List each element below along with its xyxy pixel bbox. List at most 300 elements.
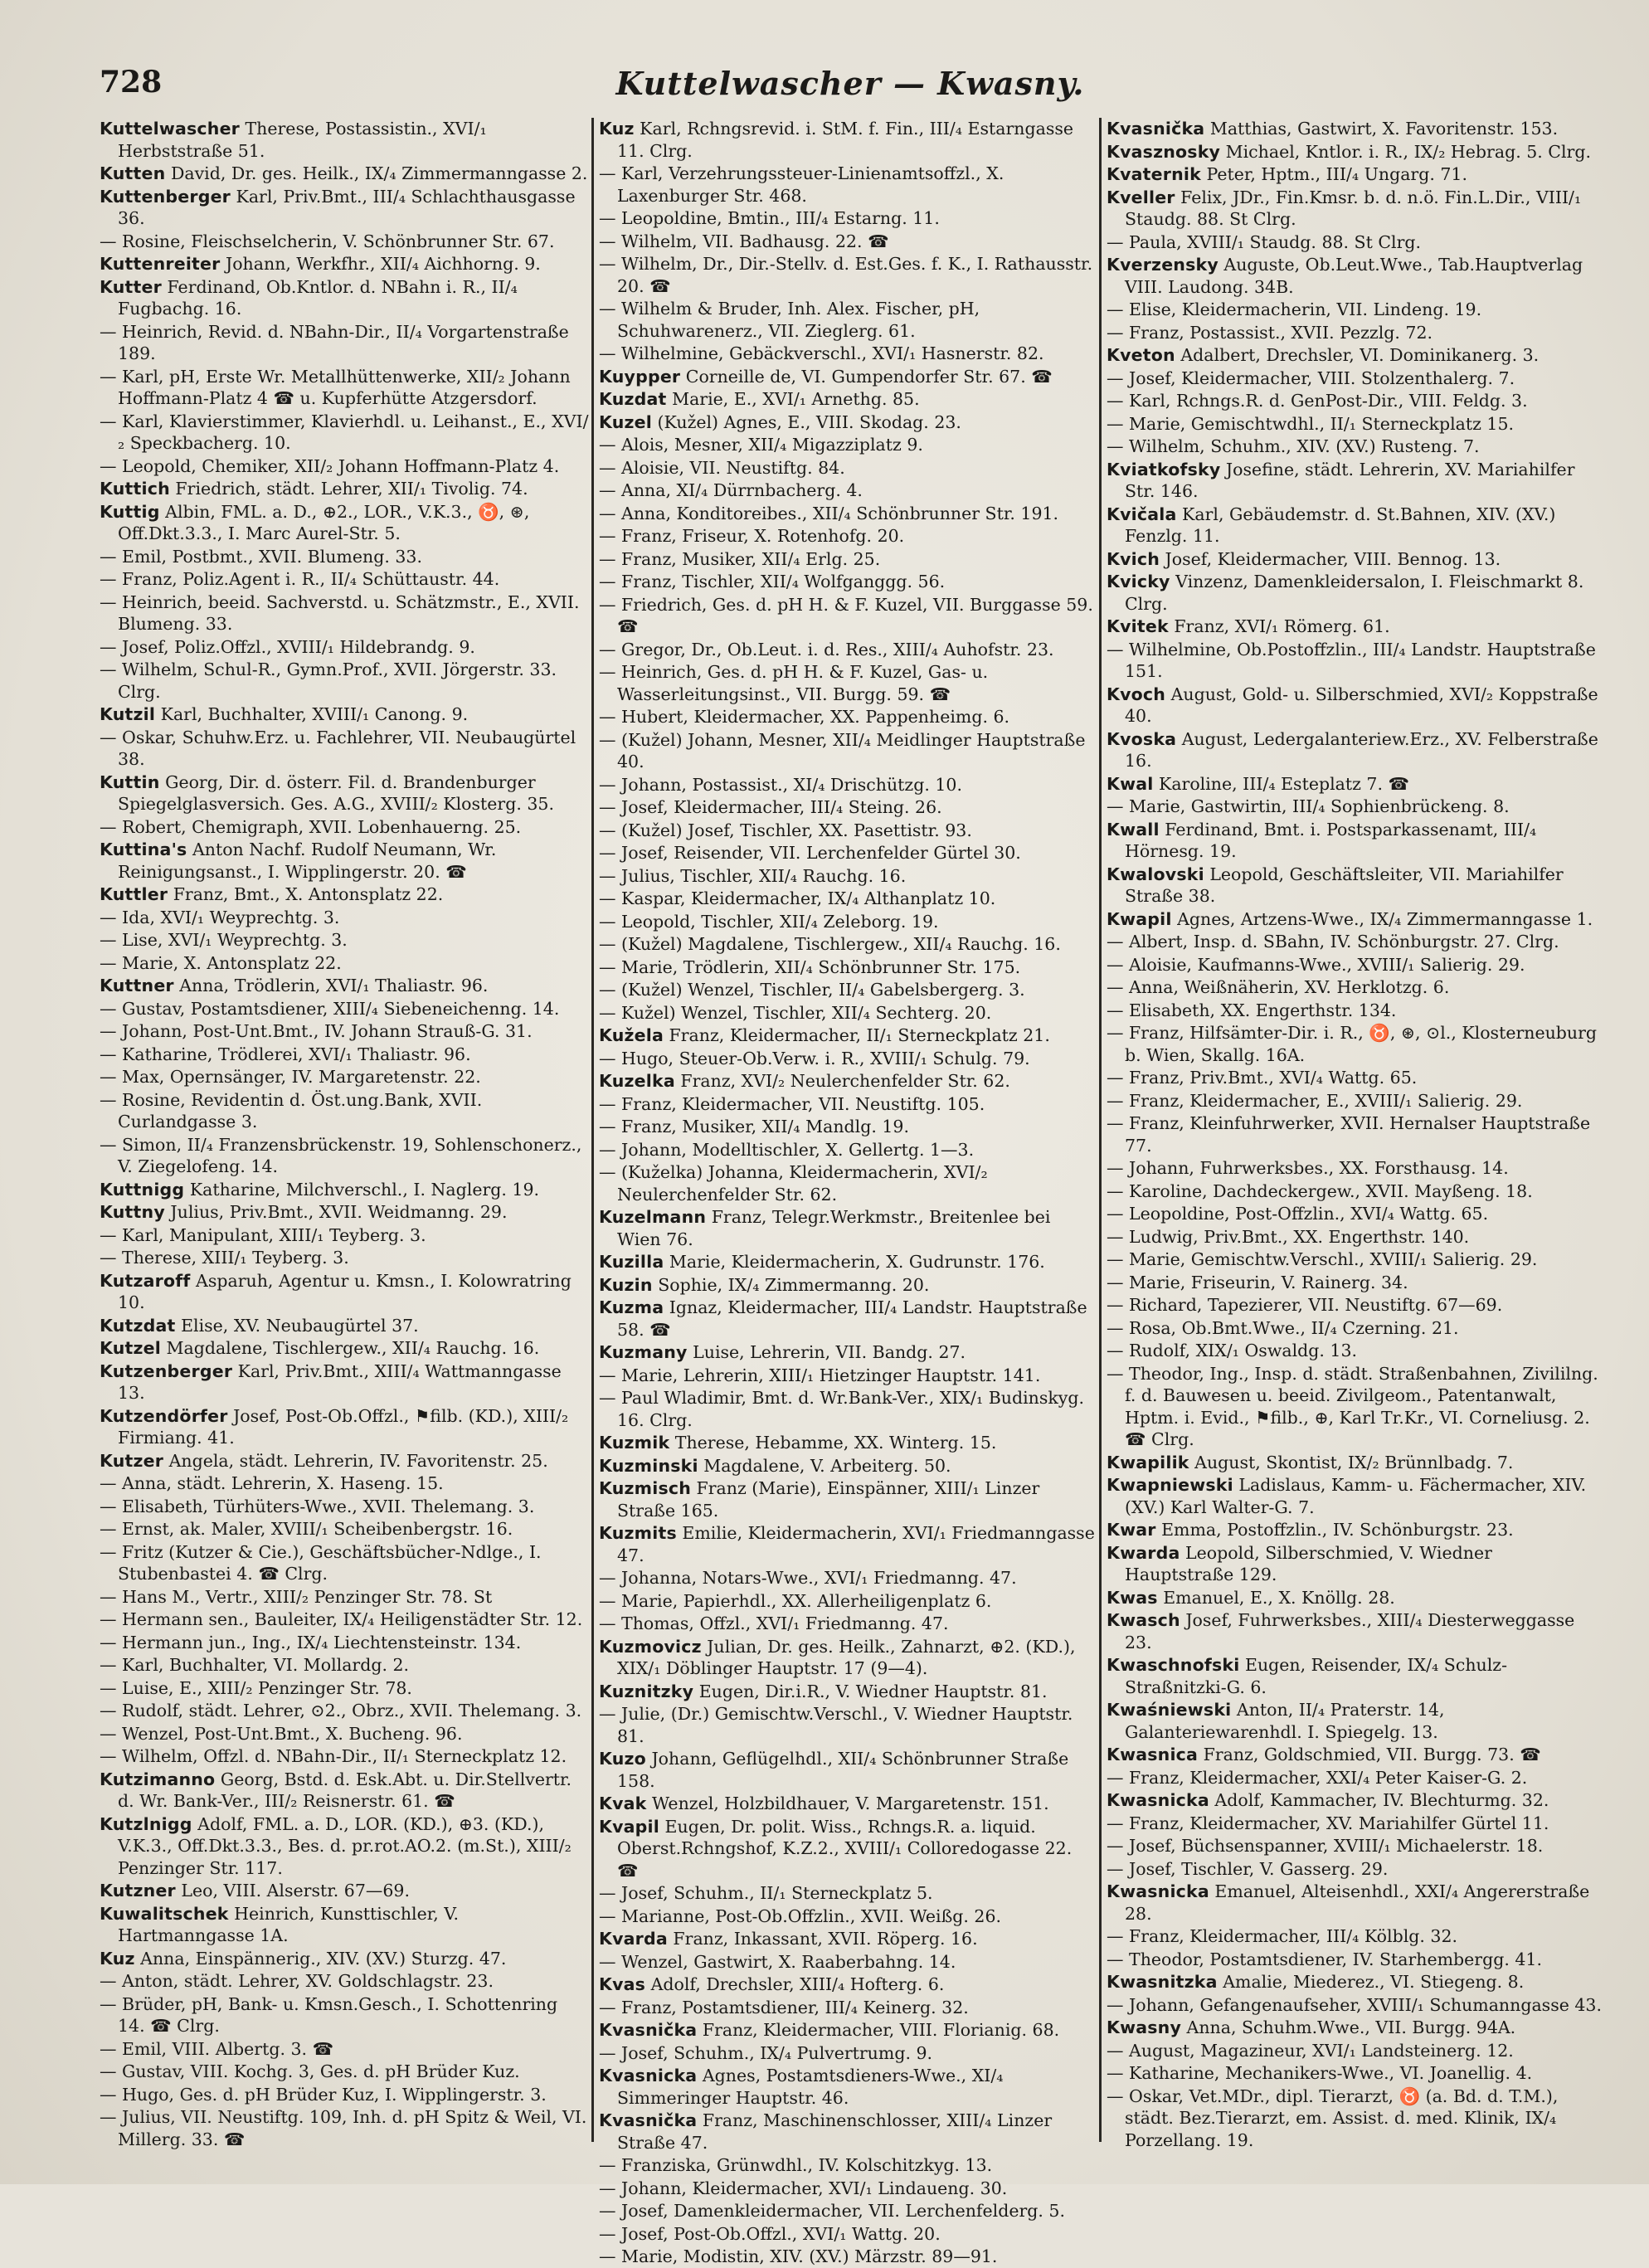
directory-entry [599,865,1095,888]
entry-details: Ferdinand, Ob.Kntlor. d. NBahn i. R., II/₄ Fugbachg. 16. [118,276,518,319]
directory-entry [599,1387,1095,1431]
entry-surname: Kuzmisch [599,1478,691,1498]
directory-entry [1107,187,1604,231]
entry-details: Asparuh, Agentur u. Kmsn., I. Kolowratring 10. [118,1270,572,1312]
directory-entry [1107,1294,1604,1317]
entry-surname: Kutter [100,276,162,297]
directory-entry [1107,1317,1604,1340]
entry-details: — Franz, Kleinfuhrwerker, XVII. Hernalser Hauptstraße 77. [1107,1113,1591,1156]
entry-details: — Karl, Klavierstimmer, Klavierhdl. u. Leihanst., E., XVI/₂ Speckbacherg. 10. [100,411,589,453]
entry-details: — Johanna, Notars-Wwe., XVI/₁ Friedmanng. 47. [599,1568,1017,1588]
directory-entry [100,1044,589,1066]
entry-surname: Kuttin [100,771,160,792]
entry-details: Franz, Maschinenschlosser, XIII/₄ Linzer Straße 47. [617,2110,1053,2153]
directory-entry [599,1116,1095,1138]
directory-entry [1107,141,1604,163]
directory-entry [1107,1654,1604,1698]
directory-entry [599,2246,1095,2268]
entry-details: Friedrich, städt. Lehrer, XII/₁ Tivolig. 74. [169,479,528,499]
entry-surname: Kuttina's [100,840,187,859]
entry-details: — Katharine, Mechanikers-Wwe., VI. Joanellig. 4. [1107,2063,1533,2083]
directory-entry [1107,1363,1604,1451]
entry-details: Karl, Rchngsrevid. i. StM. f. Fin., III/₄ Estarngasse 11. Clrg. [617,119,1074,161]
directory-entry [1107,1340,1604,1362]
entry-details: — Therese, XIII/₁ Teyberg. 3. [100,1248,349,1268]
directory-entry [100,839,589,883]
entry-details: — Karl, Buchhalter, VI. Mollardg. 2. [100,1655,410,1675]
entry-surname: Kwasnitzka [1107,1972,1218,1992]
directory-entry [599,1951,1095,1974]
entry-details: — Josef, Büchsenspanner, XVIII/₁ Michaelerstr. 18. [1107,1836,1544,1856]
entry-details: Vinzenz, Damenkleidersalon, I. Fleischmarkt 8. Clrg. [1125,572,1584,614]
entry-details: Agnes, Artzens-Wwe., IX/₄ Zimmermanngasse 1. [1171,908,1593,929]
entry-details: — Marianne, Post-Ob.Offzlin., XVII. Weißg. 26. [599,1905,1002,1926]
directory-entry [599,163,1095,207]
directory-entry [1107,954,1604,976]
entry-details: — Josef, Damenkleidermacher, VII. Lerchenfelderg. 5. [599,2201,1065,2221]
entry-details: Anton Nachf. Rudolf Neumann, Wr. Reinigungsanst., I. Wipplingerstr. 20. ☎ [118,840,497,882]
entry-details: — Hugo, Steuer-Ob.Verw. i. R., XVIII/₁ Schulg. 79. [599,1048,1030,1068]
entry-surname: Kwasnica [1107,1745,1199,1764]
entry-details: Felix, JDr., Fin.Kmsr. b. d. n.ö. Fin.L.Dir., VIII/₁ Staudg. 88. St Clrg. [1125,187,1582,229]
entry-details: — Richard, Tapezierer, VII. Neustiftg. 67—69. [1107,1295,1503,1315]
directory-entry [599,1905,1095,1928]
entry-details: — Wilhelm, Schul-R., Gymn.Prof., XVII. Jörgerstr. 33. Clrg. [100,659,557,702]
directory-entry [100,591,589,635]
entry-details: — Paula, XVIII/₁ Staudg. 88. St Clrg. [1107,231,1422,252]
entry-details: Albin, FML. a. D., ⊕2., LOR., V.K.3., ♉, ⊛, Off.Dkt.3.3., I. Marc Aurel-Str. 5. [118,501,530,543]
directory-entry [599,1816,1095,1882]
entry-surname: Kutzner [100,1881,176,1901]
directory-entry [100,1880,589,1902]
entry-details: David, Dr. ges. Heilk., IX/₄ Zimmermanngasse 2. [165,163,588,183]
entry-details: — Emil, Postbmt., XVII. Blumeng. 33. [100,546,422,567]
directory-entry [100,411,589,455]
directory-entry [599,1161,1095,1205]
directory-entry [1107,1587,1604,1609]
entry-details: — Julie, (Dr.) Gemischtw.Verschl., V. Wiedner Hauptstr. 81. [599,1704,1073,1746]
directory-entry [599,661,1095,705]
entry-details: Anna, Trödlerin, XVI/₁ Thaliastr. 96. [173,976,489,995]
entry-details: — Rosine, Revidentin d. Öst.ung.Bank, XVII. Curlandgasse 3. [100,1089,483,1132]
directory-entry [100,1224,589,1247]
directory-entry [100,1496,589,1518]
entry-details: — Franz, Kleidermacher, E., XVIII/₁ Salierig. 29. [1107,1090,1523,1111]
directory-entry [599,1048,1095,1070]
entry-surname: Kuzin [599,1274,653,1295]
directory-entry [100,1609,589,1631]
entry-details: Therese, Postassistin., XVI/₁ Herbststraße 51. [118,119,487,161]
entry-details: — Oskar, Vet.MDr., dipl. Tierarzt, ♉ (a. Bd. d. T.M.), städt. Bez.Tierarzt, em. Assist. d. med. Klinik, IX/₄ Porzellang. 19. [1107,2085,1559,2150]
directory-entry [1107,1542,1604,1586]
directory-entry [1107,231,1604,254]
entry-details: — Albert, Insp. d. SBahn, IV. Schönburgstr. 27. Clrg. [1107,932,1559,951]
entry-surname: Kvapil [599,1816,660,1837]
entry-details: Josef, Post-Ob.Offzl., ⚑filb. (KD.), XIII/₂ Firmiang. 41. [118,1405,569,1448]
directory-entry [599,979,1095,1001]
directory-entry [599,639,1095,661]
directory-entry [599,1522,1095,1566]
entry-details: — Karoline, Dachdeckergew., XVII. Mayßeng. 18. [1107,1180,1533,1201]
entry-details: Franz, Inkassant, XVII. Röperg. 16. [667,1929,978,1949]
entry-details: — Franz, Kleidermacher, XXI/₄ Peter Kaiser-G. 2. [1107,1767,1528,1788]
directory-entry [100,478,589,500]
entry-details: — Franz, Kleidermacher, III/₄ Kölblg. 32. [1107,1926,1458,1946]
entry-details: — Karl, Verzehrungssteuer-Linienamtsoffzl., X. Laxenburger Str. 468. [599,163,1004,206]
directory-entry [100,1813,589,1880]
entry-details: — Franz, Poliz.Agent i. R., II/₄ Schüttaustr. 44. [100,569,500,589]
entry-details: Heinrich, Kunsttischler, V. Hartmanngasse 1A. [118,1903,460,1945]
entry-surname: Kvasnička [1107,119,1205,139]
directory-entry [599,411,1095,434]
entry-details: Franz (Marie), Einspänner, XIII/₁ Linzer Straße 165. [617,1478,1040,1521]
entry-details: Eugen, Reisender, IX/₄ Schulz-Straßnitzki-G. 6. [1125,1655,1508,1697]
directory-entry [100,1769,589,1813]
entry-details: — Max, Opernsänger, IV. Margaretenstr. 22. [100,1067,481,1087]
entry-details: — (Kuželka) Johanna, Kleidermacherin, XVI/₂ Neulerchenfelder Str. 62. [599,1162,988,1205]
directory-entry [599,479,1095,502]
directory-entry [1107,1474,1604,1518]
directory-entry [100,703,589,726]
directory-entry [599,1928,1095,1950]
directory-entry [599,1206,1095,1250]
directory-entry [100,1247,589,1269]
directory-entry [599,1997,1095,2019]
entry-details: — Elise, Kleidermacherin, VII. Lindeng. 19. [1107,299,1482,319]
entry-details: Wenzel, Holzbildhauer, V. Margaretenstr. 151. [646,1793,1049,1813]
directory-entry [1107,819,1604,863]
directory-entry [100,1745,589,1768]
entry-details: Franz, Goldschmied, VII. Burgg. 73. ☎ [1198,1745,1541,1764]
entry-details: — Leopoldine, Post-Offzlin., XVI/₄ Wattg. 65. [1107,1204,1489,1224]
entry-details: — Heinrich, Ges. d. pH H. & F. Kuzel, Gas- u. Wasserleitungsinst., VII. Burgg. 59. ☎ [599,662,989,704]
directory-entry [1107,931,1604,953]
entry-surname: Kutzimanno [100,1769,216,1789]
directory-entry [100,1541,589,1585]
directory-entry [599,366,1095,388]
directory-entry [100,1970,589,1993]
entry-details: — Emil, VIII. Albertg. 3. ☎ [100,2038,334,2059]
directory-entry [599,2223,1095,2246]
entry-details: — Franz, Postamtsdiener, III/₄ Keinerg. 32. [599,1997,969,2017]
directory-entry [599,842,1095,864]
directory-entry [1107,1000,1604,1022]
directory-entry [100,455,589,478]
entry-surname: Kutzendörfer [100,1405,228,1426]
directory-entry [100,1089,589,1133]
directory-entry [599,1681,1095,1703]
entry-surname: Kwalovski [1107,864,1204,884]
entry-details: Corneille de, VI. Gumpendorfer Str. 67. ☎ [680,366,1053,387]
directory-entry [1107,322,1604,344]
entry-details: Franz, XVI/₂ Neulerchenfelder Str. 62. [674,1071,1010,1091]
entry-details: — Marie, Trödlerin, XII/₄ Schönbrunner Str. 175. [599,956,1021,977]
entry-details: — Fritz (Kutzer & Cie.), Geschäftsbücher-Ndlge., I. Stubenbastei 4. ☎ Clrg. [100,1541,542,1584]
entry-details: Franz, Bmt., X. Antonsplatz 22. [168,884,444,904]
entry-details: — Elisabeth, XX. Engerthstr. 134. [1107,1000,1397,1020]
entry-details: Peter, Hptm., III/₄ Ungarg. 71. [1200,164,1467,184]
entry-surname: Kvarda [599,1929,668,1949]
directory-entry [100,771,589,815]
directory-entry [599,2178,1095,2200]
directory-entry [100,1586,589,1609]
directory-entry [599,1636,1095,1680]
entry-surname: Kwasnicka [1107,1790,1209,1810]
directory-entry [599,1703,1095,1747]
entry-details: — Wilhelmine, Ob.Postoffzlin., III/₄ Landstr. Hauptstraße 151. [1107,639,1596,681]
directory-entry [1107,1971,1604,1993]
directory-entry [599,1341,1095,1364]
entry-surname: Kuzelmann [599,1207,707,1227]
directory-entry [599,1297,1095,1341]
entry-surname: Kutzer [100,1450,164,1471]
directory-entry [100,568,589,591]
directory-entry [1107,908,1604,931]
entry-details: — Julius, Tischler, XII/₄ Rauchg. 16. [599,865,907,886]
entry-surname: Kuypper [599,366,681,387]
entry-details: — (Kužel) Magdalene, Tischlergew., XII/₄ Rauchg. 16. [599,934,1061,954]
directory-entry [599,796,1095,819]
entry-details: — Josef, Post-Ob.Offzl., XVI/₁ Wattg. 20. [599,2223,941,2244]
directory-entry [100,727,589,771]
entry-details: Julius, Priv.Bmt., XVII. Weidmanng. 29. [164,1202,508,1222]
directory-entry [1107,459,1604,503]
directory-entry [100,1654,589,1677]
directory-entry [1107,2040,1604,2062]
entry-details: Amalie, Miederez., VI. Stiegeng. 8. [1217,1972,1525,1992]
directory-entry [1107,1789,1604,1812]
entry-surname: Kvaternik [1107,164,1201,184]
directory-entry [100,659,589,703]
directory-entry [100,636,589,659]
entry-details: — Marie, Papierhdl., XX. Allerheiligenplatz 6. [599,1590,992,1611]
directory-entry [599,1432,1095,1454]
entry-details: — Anna, Konditoreibes., XII/₄ Schönbrunner Str. 191. [599,503,1059,523]
directory-entry [100,1201,589,1224]
entry-details: — (Kužel) Johann, Mesner, XII/₄ Meidlinger Hauptstraße 40. [599,729,1086,771]
entry-details: Eugen, Dr. polit. Wiss., Rchngs.R. a. liquid. Oberst.Rchngshof, K.Z.2., XVIII/₁ Colloredogasse 22. ☎ [617,1816,1073,1881]
entry-details: Emanuel, E., X. Knöllg. 28. [1157,1587,1395,1608]
directory-entry [100,1472,589,1495]
directory-entry [1107,1022,1604,1066]
entry-details: Emanuel, Alteisenhdl., XXI/₄ Angererstraße 28. [1125,1881,1590,1924]
entry-surname: Kutzenberger [100,1360,233,1381]
directory-entry [599,525,1095,548]
directory-entry [1107,1699,1604,1743]
directory-entry [100,1700,589,1722]
directory-entry [599,434,1095,456]
entry-details: Karoline, III/₄ Esteplatz 7. ☎ [1153,773,1410,794]
directory-entry [1107,1813,1604,1835]
entry-details: Elise, XV. Neubaugürtel 37. [175,1315,419,1336]
page-number: 728 [100,65,163,100]
entry-surname: Kuttig [100,501,160,522]
entry-surname: Kuznitzky [599,1681,694,1701]
entry-surname: Kuzdat [599,389,667,409]
entry-surname: Kuzmik [599,1433,670,1453]
entry-details: Eugen, Dir.i.R., V. Wiedner Hauptstr. 81. [693,1681,1048,1701]
entry-details: — Wilhelm, Dr., Dir.-Stellv. d. Est.Ges. f. K., I. Rathausstr. 20. ☎ [599,254,1093,296]
directory-entry [1107,2062,1604,2085]
entry-details: Adalbert, Drechsler, VI. Dominikanerg. 3. [1175,345,1540,365]
entry-details: — Franz, Priv.Bmt., XVI/₄ Wattg. 65. [1107,1068,1418,1088]
entry-details: — Kužel) Wenzel, Tischler, XII/₄ Sechterg. 20. [599,1002,992,1023]
directory-entry [599,706,1095,728]
entry-surname: Kutzlnigg [100,1813,192,1834]
entry-surname: Kuttich [100,479,170,499]
entry-surname: Kutzel [100,1338,161,1358]
directory-entry [599,1567,1095,1589]
entry-surname: Kwaśniewski [1107,1700,1232,1720]
directory-entry [599,1024,1095,1047]
entry-details: — Paul Wladimir, Bmt. d. Wr.Bank-Ver., XIX/₁ Budinskyg. 16. Clrg. [599,1388,1085,1430]
entry-surname: Kuttelwascher [100,119,240,139]
entry-details: — Hugo, Ges. d. pH Brüder Kuz, I. Wipplingerstr. 3. [100,2084,547,2105]
entry-surname: Kveton [1107,345,1175,365]
directory-entry [1107,367,1604,390]
entry-details: Karl, Gebäudemstr. d. St.Bahnen, XIV. (XV.) Fenzlg. 11. [1125,504,1556,546]
entry-surname: Kuzo [599,1749,646,1769]
entry-details: — Johann, Kleidermacher, XVI/₁ Lindaueng. 30. [599,2178,1008,2198]
directory-entry [100,1337,589,1360]
column-1 [100,118,589,2158]
entry-details: — Josef, Tischler, V. Gasserg. 29. [1107,1858,1389,1879]
directory-entry [1107,1272,1604,1294]
entry-surname: Kwapil [1107,908,1172,929]
entry-details: — Leopold, Chemiker, XII/₂ Johann Hoffmann-Platz 4. [100,455,560,476]
entry-surname: Kwas [1107,1587,1158,1608]
directory-entry [1107,504,1604,548]
entry-details: Angela, städt. Lehrerin, IV. Favoritenstr. 25. [163,1450,548,1471]
entry-details: — Oskar, Schuhw.Erz. u. Fachlehrer, VII. Neubaugürtel 38. [100,727,576,769]
entry-details: — Josef, Kleidermacher, III/₄ Steing. 26. [599,797,942,817]
entry-details: — Wilhelmine, Gebäckverschl., XVI/₁ Hasnerstr. 82. [599,343,1044,363]
directory-entry [100,118,589,162]
directory-entry [599,1455,1095,1477]
entry-details: — Wilhelm, Schuhm., XIV. (XV.) Rusteng. 7. [1107,436,1480,456]
entry-details: — Johann, Fuhrwerksbes., XX. Forsthausg. 14. [1107,1158,1509,1178]
entry-surname: Kutten [100,163,166,183]
entry-details: Ferdinand, Bmt. i. Postsparkassenamt, III/₄ Hörnesg. 19. [1125,819,1537,861]
entry-details: — Johann, Gefangenaufseher, XVIII/₁ Schumanngasse 43. [1107,1994,1602,2015]
entry-surname: Kuttenberger [100,186,231,207]
directory-entry [100,1948,589,1970]
directory-entry [599,1748,1095,1792]
entry-details: — Johann, Post-Unt.Bmt., IV. Johann Strauß-G. 31. [100,1021,533,1041]
directory-entry [1107,773,1604,796]
entry-details: — Wenzel, Gastwirt, X. Raaberbahng. 14. [599,1951,956,1972]
entry-details: — Josef, Schuhm., II/₁ Sterneckplatz 5. [599,1883,933,1903]
entry-surname: Kvoch [1107,684,1166,704]
entry-details: Franz, Kleidermacher, II/₁ Sterneckplatz 21. [664,1025,1050,1045]
directory-entry [1107,1067,1604,1089]
directory-entry [1107,976,1604,999]
entry-details: — Wilhelm & Bruder, Inh. Alex. Fischer, pH, Schuhwarenerz., VII. Zieglerg. 61. [599,299,980,341]
entry-details: — Gustav, Postamtsdiener, XIII/₄ Siebeneichenng. 14. [100,998,560,1019]
column-divider [591,118,594,2142]
entry-details: — Marie, Gastwirtin, III/₄ Sophienbrückeng. 8. [1107,796,1510,816]
entry-details: — Aloisie, VII. Neustiftg. 84. [599,457,845,478]
entry-surname: Kuttnigg [100,1179,185,1200]
directory-entry [1107,1994,1604,2017]
directory-entry [599,343,1095,365]
entry-details: Johann, Werkfhr., XII/₄ Aichhorng. 9. [220,254,541,274]
entry-surname: Kuzminski [599,1455,698,1476]
entry-details: Georg, Bstd. d. Esk.Abt. u. Dir.Stellvertr. d. Wr. Bank-Ver., III/₂ Reisnerstr. 61. ☎ [118,1769,572,1811]
entry-details: — Theodor, Postamtsdiener, IV. Starhembergg. 41. [1107,1949,1542,1969]
page-title: Kuttelwascher — Kwasny. [615,65,1085,102]
entry-surname: Kuttenreiter [100,254,221,274]
directory-entry [599,1974,1095,1996]
directory-entry [1107,1226,1604,1248]
directory-entry [599,820,1095,842]
entry-details: — Alois, Mesner, XII/₄ Migazziplatz 9. [599,435,923,455]
entry-details: — Simon, II/₄ Franzensbrückenstr. 19, Sohlenschonerz., V. Ziegelofeng. 14. [100,1134,582,1176]
entry-surname: Kutzil [100,704,156,724]
directory-entry [100,1993,589,2037]
directory-entry [599,1477,1095,1521]
entry-details: — Hans M., Vertr., XIII/₂ Penzinger Str. 78. St [100,1586,493,1607]
directory-entry [1107,1949,1604,1971]
entry-surname: Kuttny [100,1202,165,1222]
directory-entry [1107,1925,1604,1948]
entry-surname: Kwapilik [1107,1452,1189,1472]
entry-surname: Kuzilla [599,1252,664,1272]
directory-entry [100,366,589,410]
entry-details: — Katharine, Trödlerei, XVI/₁ Thaliastr. 96. [100,1044,471,1064]
entry-details: — Heinrich, Revid. d. NBahn-Dir., II/₄ Vorgartenstraße 189. [100,321,569,363]
entry-details: — Friedrich, Ges. d. pH H. & F. Kuzel, VII. Burggasse 59. ☎ [599,594,1093,636]
directory-entry [599,207,1095,230]
directory-entry [599,253,1095,297]
entry-details: — Leopold, Tischler, XII/₄ Zeleborg. 19. [599,911,939,932]
directory-entry [599,231,1095,253]
directory-entry [1107,413,1604,436]
directory-entry [100,907,589,929]
directory-entry [1107,1519,1604,1541]
entry-surname: Kuzmovicz [599,1636,702,1657]
directory-entry [599,2110,1095,2154]
directory-entry [599,933,1095,956]
entry-details: (Kužel) Agnes, E., VIII. Skodag. 23. [651,411,961,432]
entry-details: — Gustav, VIII. Kochg. 3, Ges. d. pH Brüder Kuz. [100,2061,520,2081]
entry-details: — Marie, Gemischtw.Verschl., XVIII/₁ Salierig. 29. [1107,1249,1538,1269]
entry-details: Magdalene, Tischlergew., XII/₄ Rauchg. 16. [160,1338,540,1358]
entry-details: — Franz, Friseur, X. Rotenhofg. 20. [599,526,905,546]
entry-details: — Marie, X. Antonsplatz 22. [100,952,342,973]
entry-details: Katharine, Milchverschl., I. Naglerg. 19. [184,1179,540,1200]
directory-entry [100,231,589,253]
directory-entry [599,1882,1095,1905]
entry-details: — Anton, städt. Lehrer, XV. Goldschlagstr. 23. [100,1971,494,1991]
directory-entry [1107,1609,1604,1653]
directory-entry [1107,1203,1604,1225]
directory-entry [100,1066,589,1088]
directory-entry [599,1002,1095,1024]
entry-details: — Thomas, Offzl., XVI/₁ Friedmanng. 47. [599,1613,949,1633]
entry-details: Matthias, Gastwirt, X. Favoritenstr. 153. [1204,119,1559,139]
directory-entry [1107,1248,1604,1271]
entry-surname: Kuz [100,1948,135,1969]
entry-details: Franz, Kleidermacher, VIII. Florianig. 68. [697,2020,1060,2040]
directory-entry [100,1450,589,1472]
entry-details: August, Skontist, IX/₂ Brünnlbadg. 7. [1189,1452,1514,1472]
directory-entry [1107,2017,1604,2039]
entry-details: — Karl, Manipulant, XIII/₁ Teyberg. 3. [100,1224,426,1245]
directory-entry [1107,1112,1604,1156]
entry-details: — Franz, Kleidermacher, XV. Mariahilfer Gürtel 11. [1107,1813,1549,1833]
entry-details: — Hubert, Kleidermacher, XX. Pappenheimg. 6. [599,707,1010,727]
